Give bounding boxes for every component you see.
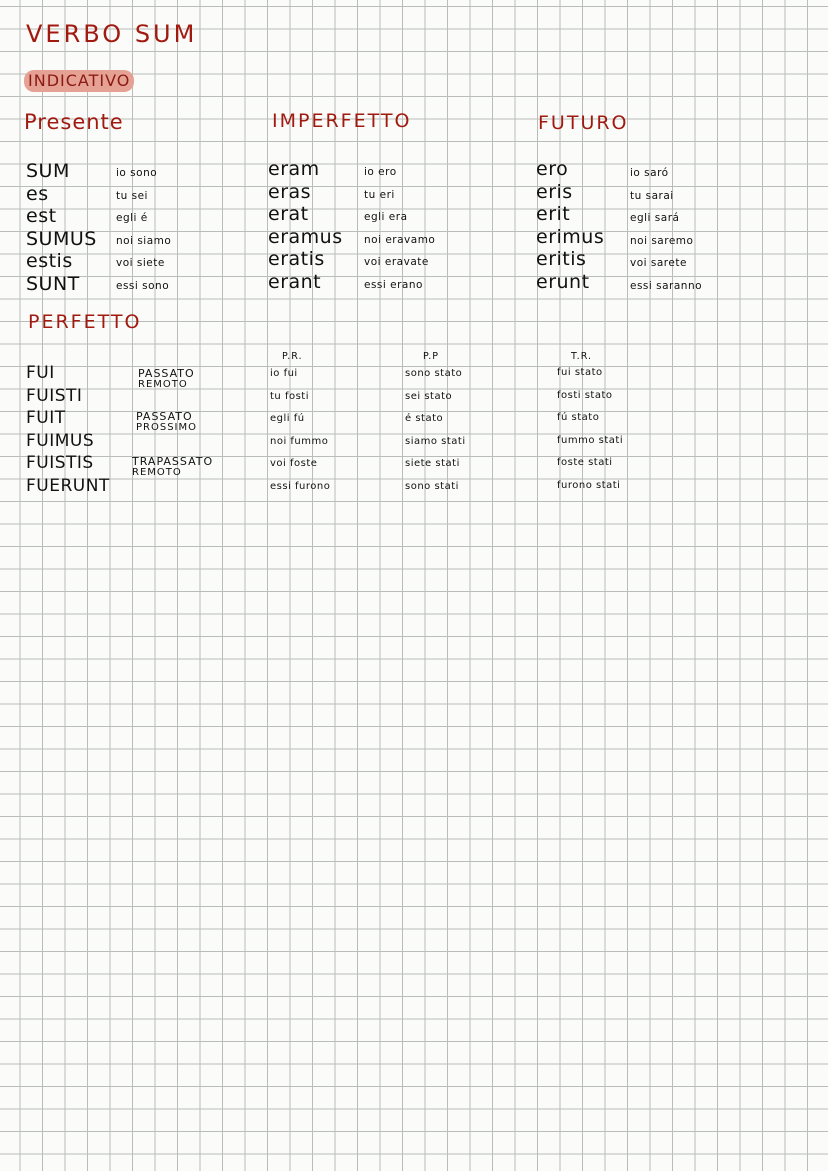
presente-latin-2: es	[26, 182, 49, 205]
perfetto-heading: PERFETTO	[28, 311, 142, 333]
perfetto-latin-1: FUI	[26, 363, 55, 383]
trr-row-5: foste stati	[557, 457, 613, 468]
pp-row-5: siete stati	[405, 458, 460, 469]
pr-row-6: essi furono	[270, 480, 331, 492]
imperfetto-latin-6: erant	[268, 270, 322, 293]
pp-row-6: sono stati	[405, 480, 459, 492]
pp-row-1: sono stato	[405, 368, 463, 379]
pr-label: P.R.	[282, 351, 303, 362]
futuro-latin-5: eritis	[536, 248, 587, 270]
presente-italian-4: noi siamo	[116, 234, 172, 247]
imperfetto-heading: IMPERFETTO	[272, 110, 412, 132]
futuro-latin-6: erunt	[536, 270, 590, 293]
futuro-latin-1: ero	[536, 158, 569, 180]
imperfetto-latin-5: eratis	[268, 248, 325, 270]
trr-row-3: fú stato	[557, 412, 600, 423]
tense-name-line: PASSATO	[138, 367, 195, 380]
imperfetto-italian-5: voi eravate	[364, 256, 429, 268]
trr-row-2: fosti stato	[557, 389, 613, 401]
perfetto-latin-6: FUERUNT	[26, 475, 110, 496]
futuro-latin-2: eris	[536, 180, 573, 203]
perfetto-latin-5: FUISTIS	[26, 453, 94, 473]
presente-latin-4: SUMUS	[26, 227, 97, 250]
presente-latin-3: est	[26, 205, 57, 227]
imperfetto-latin-list	[268, 158, 343, 293]
pp-list	[405, 363, 466, 498]
pr-row-3: egli fú	[270, 413, 305, 424]
trr-list	[557, 362, 623, 497]
presente-italian-1: io sono	[116, 167, 158, 179]
tense-name-line: PASSATO	[136, 410, 193, 423]
trr-row-1: fui stato	[557, 367, 603, 378]
pr-row-4: noi fummo	[270, 435, 329, 447]
tense-name-line: REMOTO	[138, 379, 188, 390]
futuro-italian-2: tu sarai	[630, 189, 674, 202]
perfetto-latin-2: FUISTI	[26, 385, 83, 406]
pr-row-2: tu fosti	[270, 390, 309, 402]
pr-list	[270, 363, 330, 498]
presente-italian-5: voi siete	[116, 257, 165, 269]
imperfetto-latin-4: eramus	[268, 225, 343, 248]
futuro-italian-6: essi saranno	[630, 279, 703, 292]
presente-latin-1: SUM	[26, 160, 70, 182]
imperfetto-latin-1: eram	[268, 158, 320, 180]
pp-label: P.P	[423, 351, 439, 362]
perfetto-latin-list	[26, 362, 110, 497]
tense-name-line: REMOTO	[132, 467, 182, 478]
futuro-italian-5: voi sarete	[630, 257, 687, 269]
tense-name-passato-prossimo	[136, 411, 197, 433]
presente-latin-list	[26, 160, 97, 295]
pp-row-4: siamo stati	[405, 435, 466, 447]
futuro-italian-1: io saró	[630, 167, 669, 179]
tense-name-line: TRAPASSATO	[132, 455, 214, 468]
page-title: VERBO SUM	[26, 20, 198, 48]
imperfetto-italian-3: egli era	[364, 211, 408, 223]
pp-row-3: é stato	[405, 413, 444, 424]
futuro-heading: FUTURO	[538, 112, 629, 134]
presente-italian-2: tu sei	[116, 189, 148, 202]
presente-heading: Presente	[24, 110, 124, 134]
mood-highlight: INDICATIVO	[24, 70, 134, 92]
futuro-italian-3: egli sará	[630, 212, 680, 224]
trr-label: T.R.	[571, 351, 592, 362]
futuro-latin-4: erimus	[536, 225, 605, 248]
tense-name-trapassato-remoto	[132, 456, 213, 478]
futuro-italian-4: noi saremo	[630, 234, 694, 247]
imperfetto-latin-3: erat	[268, 203, 309, 225]
pp-row-2: sei stato	[405, 390, 453, 402]
presente-italian-6: essi sono	[116, 279, 170, 292]
futuro-latin-list	[536, 158, 604, 293]
imperfetto-italian-2: tu eri	[364, 188, 395, 201]
pr-row-5: voi foste	[270, 458, 318, 469]
perfetto-latin-4: FUIMUS	[26, 430, 95, 451]
tense-name-passato-remoto	[138, 368, 195, 390]
imperfetto-italian-4: noi eravamo	[364, 233, 436, 246]
imperfetto-italian-list	[364, 161, 435, 296]
presente-italian-3: egli é	[116, 212, 148, 224]
imperfetto-italian-6: essi erano	[364, 278, 423, 291]
perfetto-latin-3: FUIT	[26, 408, 66, 428]
futuro-italian-list	[630, 162, 702, 297]
trr-row-4: fummo stati	[557, 434, 624, 446]
presente-latin-5: estis	[26, 250, 73, 272]
imperfetto-latin-2: eras	[268, 180, 312, 203]
pr-row-1: io fui	[270, 368, 298, 379]
tense-name-line: PROSSIMO	[136, 422, 197, 433]
presente-italian-list	[116, 162, 171, 297]
trr-row-6: furono stati	[557, 479, 621, 491]
presente-latin-6: SUNT	[26, 272, 80, 295]
futuro-latin-3: erit	[536, 203, 571, 225]
imperfetto-italian-1: io ero	[364, 166, 397, 178]
